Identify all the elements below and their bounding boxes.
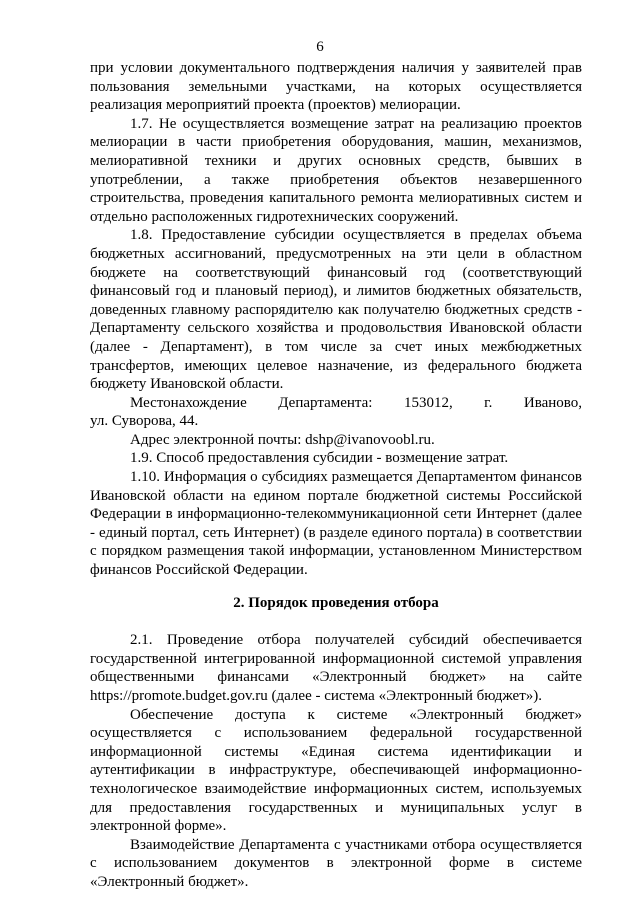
page-number: 6 <box>316 39 324 55</box>
paragraph-1-9: 1.9. Способ предоставления субсидии - возмещение затрат. <box>130 450 509 467</box>
paragraph-access: Обеспечение доступа к системе «Электронный бюджет» осуществляется с использованием федеральной государственной информационной системы «Единая система идентификации и аутентификации в инфраструктуре, обеспечивающей информационно-технологическое взаимодействие информационных систем, используемых для предоставления государственных и муниципальных услуг в электронной форме». <box>90 706 582 835</box>
department-email: Адрес электронной почты: dshp@ivanovoobl.ru. <box>130 431 435 448</box>
paragraph-interaction: Взаимодействие Департамента с участниками отбора осуществляется с использованием документов в электронной форме в системе «Электронный бюджет». <box>90 836 582 890</box>
section-heading: 2. Порядок проведения отбора <box>233 594 439 611</box>
department-location-line: Местонахождение Департамента: 153012, г. Иваново, <box>130 394 582 411</box>
paragraph-continuation: при условии документального подтверждения наличия у заявителей прав пользования земельными участками, на которых осуществляется реализация мероприятий проекта (проектов) мелиорации. <box>90 60 582 114</box>
department-address-line: ул. Суворова, 44. <box>90 413 199 430</box>
paragraph-1-10: 1.10. Информация о субсидиях размещается Департаментом финансов Ивановской области на едином портале бюджетной системы Российской Федерации в информационно-телекоммуникационной сети Интернет (далее - единый портал, сеть Интернет) (в разделе единого портала) в соответствии с порядком размещения такой информации, установленном Министерством финансов Российской Федерации. <box>90 469 582 579</box>
paragraph-1-8: 1.8. Предоставление субсидии осуществляется в пределах объема бюджетных ассигнований, предусмотренных на эти цели в областном бюджете на соответствующий финансовый год (соответствующий финансовый год и плановый период), и лимитов бюджетных обязательств, доведенных главному распорядителю как получателю бюджетных средств - Департаменту сельского хозяйства и продовольствия Ивановской области (далее - Департамент), в том числе за счет иных межбюджетных трансфертов, имеющих целевое назначение, из федерального бюджета бюджету Ивановской области. <box>90 227 582 393</box>
document-body <box>90 59 582 892</box>
paragraph-1-7: 1.7. Не осуществляется возмещение затрат на реализацию проектов мелиорации в части приобретения оборудования, машин, механизмов, мелиоративной техники и других основных средств, бывших в употреблении, а также приобретения объектов незавершенного строительства, проведения капитального ремонта мелиоративных систем и отдельно расположенных гидротехнических сооружений. <box>90 115 582 225</box>
paragraph-2-1: 2.1. Проведение отбора получателей субсидий обеспечивается государственной интегрированной информационной системой управления общественными финансами «Электронный бюджет» на сайте https://promote.budget.gov.ru (далее - система «Электронный бюджет»). <box>90 632 582 704</box>
